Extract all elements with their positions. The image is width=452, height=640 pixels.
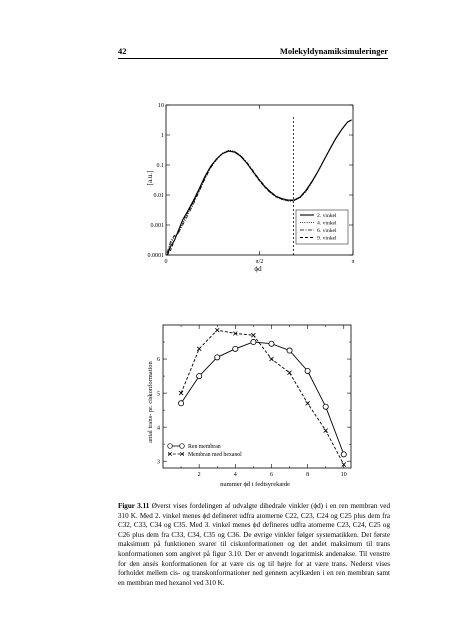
y-tick-label: 0.001 [150, 223, 164, 230]
legend-label: 2. vinkel [317, 213, 337, 219]
x-tick-label: π [351, 259, 355, 265]
y-tick-label: 0.01 [153, 193, 164, 200]
y-tick-label: 0.1 [156, 163, 164, 170]
running-title: Molekyldynamiksimuleringer [279, 46, 388, 56]
legend-label: Membran med hexanol [188, 452, 242, 458]
data-point-ren-membran [341, 452, 346, 457]
x-tick-label: 10 [340, 472, 347, 478]
y-tick-label: 10 [158, 103, 164, 110]
x-tick-label: 4 [233, 472, 237, 478]
figure-caption [118, 502, 390, 588]
y-tick-label: 5 [157, 391, 160, 398]
data-point-ren-membran [178, 401, 183, 406]
data-point-membran-hexanol [251, 333, 255, 337]
data-point-ren-membran [287, 348, 292, 353]
data-point-ren-membran [215, 355, 220, 360]
y-axis-label: [a.u.] [146, 170, 154, 186]
caption-label: Figur 3.11 [118, 502, 150, 510]
data-point-membran-hexanol [179, 391, 183, 395]
legend-label: 4. vinkel [317, 220, 337, 227]
y-tick-label: 4 [157, 425, 160, 432]
data-point-ren-membran [305, 368, 310, 373]
x-tick-label: 8 [306, 472, 310, 478]
x-tick-label: π/2 [255, 259, 264, 265]
data-point-membran-hexanol [288, 371, 292, 375]
data-point-membran-hexanol [197, 347, 201, 351]
series-line-ren-membran [181, 342, 344, 454]
y-tick-label: 6 [157, 357, 160, 364]
page-number: 42 [118, 46, 127, 56]
data-point-ren-membran [233, 346, 238, 351]
data-point-ren-membran [323, 404, 328, 409]
data-point-membran-hexanol [215, 328, 219, 332]
x-axis-label: ϕd [254, 265, 262, 273]
legend-label: 9. vinkel [317, 235, 337, 242]
caption-text: Øverst vises fordelingen af udvalgte dihedrale vinkler (ϕd) i en ren membran ved 310 K. Med 2. vinkel menes ϕd defineret udfra atomerne C22, C23, C24 og C25 plus dem fra C32, C33, C34 og C35. Med 3. vinkel menes ϕd defineres udfra atomerne C23, C24, C25 og C26 plus dem fra C33, C34, C35 og C36. De øvrige vinkler følger systematikken. Det første maksimum på funktionen svarer til ciskonformationen og det andet maksimum til trans konformationen som angivet på figur 3.10. Der er anvendt logaritmisk andenakse. Til venstre for den ansés konformationen for at være cis og til højre for at være trans. Nederst vises forholdet mellem cis- og transkonformationer ned gennem acylkæden i en ren membran samt en membran med hexanol ved 310 K. [118, 502, 390, 587]
x-axis-label: nummer ϕd i fedtsyrekæde [220, 481, 290, 488]
legend-label: 6. vinkel [317, 228, 337, 234]
x-tick-label: 2 [197, 472, 201, 478]
legend-marker [168, 444, 173, 449]
data-point-membran-hexanol [269, 357, 273, 361]
data-point-ren-membran [269, 341, 274, 346]
legend-label: Ren membran [188, 444, 221, 450]
data-point-ren-membran [251, 339, 256, 344]
y-tick-label: 1 [161, 133, 164, 140]
y-tick-label: 3 [157, 459, 160, 466]
data-point-membran-hexanol [306, 401, 310, 405]
legend-marker [180, 444, 185, 449]
y-tick-label: 0.0001 [147, 253, 164, 260]
data-point-ren-membran [197, 373, 202, 378]
data-point-membran-hexanol [324, 429, 328, 433]
trans-cis-ratio-chart [0, 310, 452, 510]
x-tick-label: 6 [269, 472, 273, 478]
y-axis-label: antal trans- pr. ciskonformation [147, 361, 154, 443]
header-rule [118, 58, 388, 59]
x-tick-label: 0 [164, 259, 168, 265]
